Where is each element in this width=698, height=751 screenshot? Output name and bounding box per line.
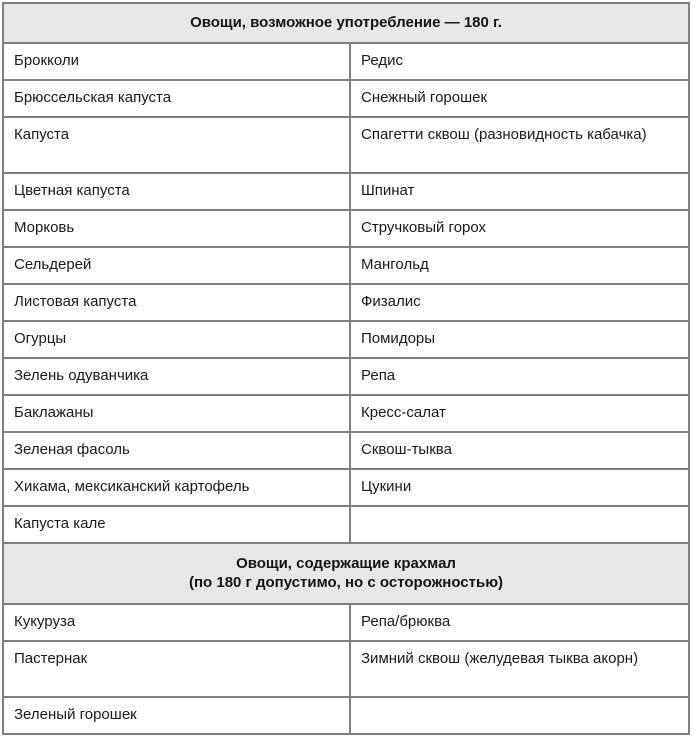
table-row — [3, 469, 689, 506]
cell-vegetable-left — [3, 284, 350, 321]
section-header-line-1: Овощи, содержащие крахмал — [236, 555, 456, 572]
table-row — [3, 604, 689, 641]
cell-text: Цукини — [361, 478, 412, 495]
cell-text: Стручковый горох — [361, 219, 487, 236]
cell-text: Листовая капуста — [14, 293, 137, 310]
cell-vegetable-right — [350, 284, 689, 321]
cell-text: Хикама, мексиканский картофель — [14, 478, 250, 495]
cell-text: Кресс-салат — [361, 404, 446, 421]
table-row — [3, 432, 689, 469]
table-row — [3, 117, 689, 173]
section-header-cell — [3, 3, 689, 43]
cell-text: Брокколи — [14, 52, 79, 69]
table-row — [3, 43, 689, 80]
vegetable-table — [2, 2, 690, 735]
cell-vegetable-right — [350, 173, 689, 210]
cell-text: Помидоры — [361, 330, 436, 347]
cell-text: Зимний сквош (желудевая тыква акорн) — [361, 650, 639, 667]
cell-vegetable-left — [3, 395, 350, 432]
cell-text: Сельдерей — [14, 256, 92, 273]
cell-text: Снежный горошек — [361, 89, 488, 106]
table-body — [3, 3, 689, 734]
table-row — [3, 358, 689, 395]
cell-text: Морковь — [14, 219, 75, 236]
cell-vegetable-right — [350, 641, 689, 697]
table-row — [3, 80, 689, 117]
cell-vegetable-right — [350, 604, 689, 641]
table-row — [3, 697, 689, 734]
cell-text: Цветная капуста — [14, 182, 130, 199]
cell-text: Репа/брюква — [361, 613, 451, 630]
cell-vegetable-right — [350, 469, 689, 506]
cell-vegetable-left — [3, 321, 350, 358]
cell-text: Капуста кале — [14, 515, 106, 532]
cell-vegetable-right — [350, 358, 689, 395]
cell-vegetable-right — [350, 321, 689, 358]
cell-text: Сквош-тыква — [361, 441, 452, 458]
cell-vegetable-left — [3, 80, 350, 117]
section-header-line-2: (по 180 г допустимо, но с осторожностью) — [188, 574, 504, 591]
cell-vegetable-left — [3, 506, 350, 543]
table-row — [3, 173, 689, 210]
cell-text: Брюссельская капуста — [14, 89, 172, 106]
cell-vegetable-right — [350, 117, 689, 173]
cell-text: Шпинат — [361, 182, 415, 199]
cell-vegetable-right — [350, 43, 689, 80]
section-header-line: Овощи, возможное употребление — 180 г. — [190, 14, 502, 31]
table-row — [3, 247, 689, 284]
table-row — [3, 210, 689, 247]
table-row — [3, 641, 689, 697]
cell-text: Физалис — [361, 293, 421, 310]
cell-vegetable-right — [350, 80, 689, 117]
cell-vegetable-right — [350, 247, 689, 284]
section-header-allowed-vegetables — [3, 3, 689, 43]
cell-text: Кукуруза — [14, 613, 76, 630]
cell-text: Репа — [361, 367, 396, 384]
cell-vegetable-left — [3, 358, 350, 395]
cell-vegetable-left — [3, 43, 350, 80]
cell-vegetable-right — [350, 210, 689, 247]
cell-vegetable-left — [3, 210, 350, 247]
table-row — [3, 284, 689, 321]
cell-text: Редис — [361, 52, 403, 69]
cell-vegetable-left — [3, 173, 350, 210]
cell-text: Зеленая фасоль — [14, 441, 130, 458]
cell-vegetable-left — [3, 117, 350, 173]
section-header-cell — [3, 543, 689, 604]
cell-vegetable-right-empty — [350, 697, 689, 734]
cell-text: Мангольд — [361, 256, 429, 273]
section-header-starchy-vegetables — [3, 543, 689, 604]
cell-vegetable-right — [350, 395, 689, 432]
cell-vegetable-right-empty — [350, 506, 689, 543]
cell-text: Зелень одуванчика — [14, 367, 149, 384]
cell-vegetable-left — [3, 697, 350, 734]
table-row — [3, 321, 689, 358]
cell-text: Огурцы — [14, 330, 67, 347]
cell-text: Баклажаны — [14, 404, 94, 421]
cell-vegetable-left — [3, 247, 350, 284]
cell-text: Капуста — [14, 126, 70, 143]
table-row — [3, 395, 689, 432]
cell-vegetable-right — [350, 432, 689, 469]
cell-vegetable-left — [3, 641, 350, 697]
cell-vegetable-left — [3, 469, 350, 506]
cell-vegetable-left — [3, 604, 350, 641]
cell-text: Спагетти сквош (разновидность кабачка) — [361, 126, 647, 143]
cell-text: Зеленый горошек — [14, 706, 137, 723]
table-row — [3, 506, 689, 543]
cell-vegetable-left — [3, 432, 350, 469]
cell-text: Пастернак — [14, 650, 88, 667]
